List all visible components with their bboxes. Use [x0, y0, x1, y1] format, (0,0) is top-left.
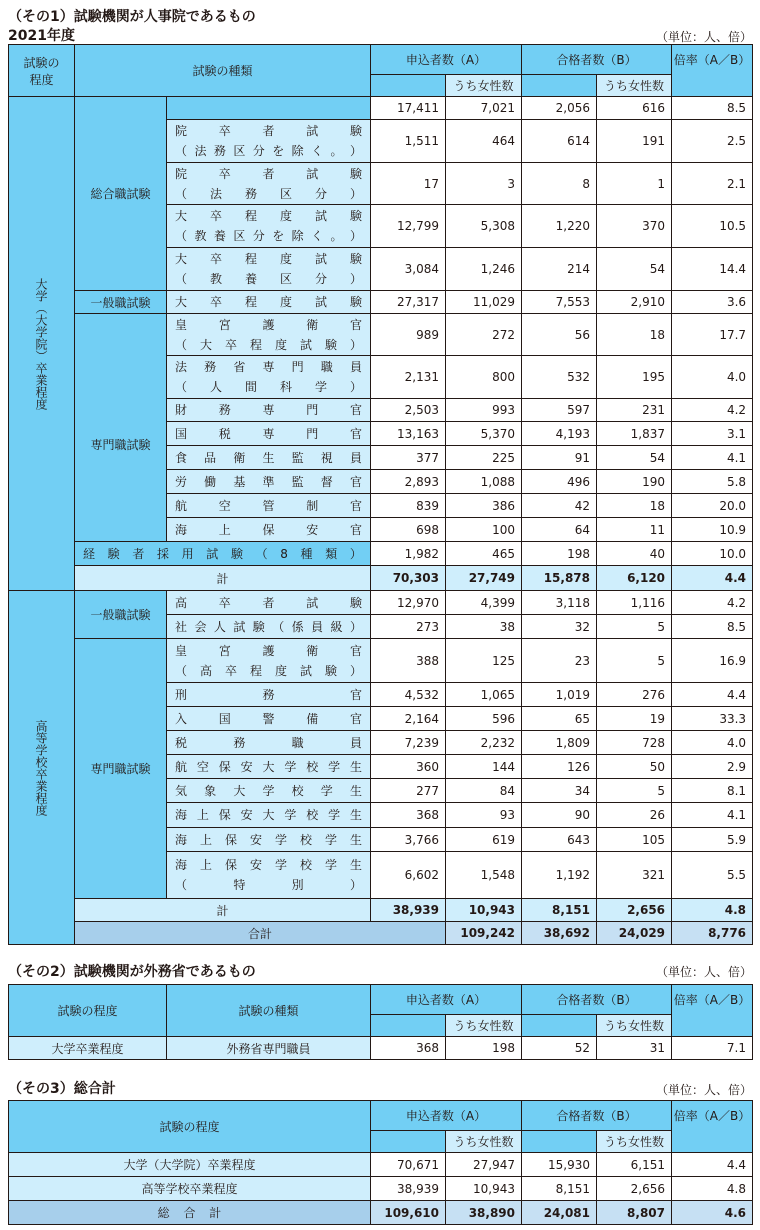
cell-a: 277: [371, 779, 446, 803]
level-highschool-label: 高等学校卒業程度: [34, 719, 48, 816]
header-applicants: 申込者数（A）: [371, 985, 522, 1015]
cell-a: 17,411: [371, 97, 446, 120]
exam-name-line1: 海 上 保 安 官: [175, 522, 363, 537]
table-row: [9, 639, 753, 683]
cell-b: 496: [522, 470, 597, 494]
exam-name: [167, 163, 371, 205]
cell-af: 1,246: [446, 248, 522, 291]
exam-name-line1: 皇 宮 護 衛 官: [175, 317, 363, 332]
exam-name-line1: 院 卒 者 試 験: [175, 124, 363, 138]
cell-b: 198: [522, 542, 597, 566]
header-ratio: 倍率（A／B）: [672, 45, 753, 97]
exam-name-line1: 社 会 人 試 験 （ 係 員 級 ）: [175, 619, 362, 634]
cell-af: 11,029: [446, 291, 522, 314]
sogo-total-label: [167, 97, 371, 120]
exam-name: [167, 591, 371, 615]
level-highschool: [9, 591, 75, 945]
cell-r: 8.1: [672, 779, 753, 803]
cell-b: 56: [522, 314, 597, 356]
cell-bf: 54: [597, 446, 672, 470]
cell-b: 1,809: [522, 731, 597, 755]
cell-bf: 2,656: [597, 899, 672, 922]
exam-name-line1: 経 験 者 採 用 試 験 （ 8 種 類 ）: [83, 546, 362, 561]
level-university-label: 大学（大学院）卒業程度: [34, 277, 48, 410]
level-cell: 大学卒業程度: [9, 1037, 167, 1060]
cell-b: 126: [522, 755, 597, 779]
cell-r: 2.9: [672, 755, 753, 779]
exam-name-line1: 海 上 保 安 大 学 校 学 生: [175, 808, 363, 822]
exam-name-line1: 高 卒 者 試 験: [175, 595, 363, 610]
cell-af: 84: [446, 779, 522, 803]
cell-a: 17: [371, 163, 446, 205]
table-section2: [8, 984, 753, 1060]
exam-name-line1: 財 務 専 門 官: [175, 403, 363, 417]
cell-b: 15,930: [522, 1153, 597, 1177]
cell-a: 2,131: [371, 356, 446, 399]
cell-bf: 370: [597, 205, 672, 248]
cell-bf: 2,910: [597, 291, 672, 314]
exam-name-line1: 食 品 衛 生 監 視 員: [175, 450, 362, 465]
cell-bf: 191: [597, 120, 672, 163]
exam-name-line2: （ 高 卒 程 度 試 験 ）: [175, 663, 363, 678]
cell-af: 100: [446, 518, 522, 542]
cell-bf: 26: [597, 803, 672, 828]
cell-bf: 616: [597, 97, 672, 120]
cell-af: 1,065: [446, 683, 522, 707]
cell-af: 38: [446, 615, 522, 639]
category-ippan-high: 一般職試験: [75, 591, 167, 639]
section1-unit: （単位：人、倍）: [655, 30, 752, 44]
exam-name-line2: （ 法 務 区 分 を 除 く 。 ）: [175, 144, 362, 158]
subtotal-row: [9, 566, 753, 591]
cell-af: 5,370: [446, 422, 522, 446]
cell-a: 3,766: [371, 828, 446, 852]
exam-name-line2: （ 法 務 区 分 ）: [175, 186, 363, 201]
cell-r: 4.0: [672, 731, 753, 755]
cell-af: 386: [446, 494, 522, 518]
cell-r: 5.5: [672, 852, 753, 899]
cell-b: 8,151: [522, 1177, 597, 1201]
cell-r: 4.0: [672, 356, 753, 399]
cell-r: 4.4: [672, 1153, 753, 1177]
cell-bf: 8,776: [672, 922, 753, 945]
cell-r: 5.8: [672, 470, 753, 494]
cell-b: 64: [522, 518, 597, 542]
exam-name: [167, 399, 371, 422]
cell-af: 93: [446, 803, 522, 828]
exam-name-line1: 労 働 基 準 監 督 官: [175, 474, 362, 489]
exam-name: [167, 120, 371, 163]
cell-a: 109,242: [446, 922, 522, 945]
header-level: 試験の程度: [9, 1101, 371, 1153]
exam-name: [167, 470, 371, 494]
cell-b: 65: [522, 707, 597, 731]
exam-name-line1: 気 象 大 学 校 学 生: [175, 783, 362, 798]
cell-a: 273: [371, 615, 446, 639]
cell-b: 15,878: [522, 566, 597, 591]
category-senmon: 専門職試験: [75, 314, 167, 542]
cell-r: 33.3: [672, 707, 753, 731]
cell-r: 5.9: [672, 828, 753, 852]
exam-name-line1: 税 務 職 員: [175, 735, 362, 750]
cell-r: 4.6: [672, 1201, 753, 1225]
exam-name-line2: （ 特 別 ）: [175, 878, 362, 892]
cell-af: 465: [446, 542, 522, 566]
header-applicants-blank: [371, 75, 446, 97]
exam-name: [167, 615, 371, 639]
cell-a: 2,164: [371, 707, 446, 731]
header-level: [9, 45, 75, 97]
cell-a: 27,317: [371, 291, 446, 314]
cell-bf: 5: [597, 779, 672, 803]
exam-name: [167, 852, 371, 899]
cell-r: 4.1: [672, 446, 753, 470]
header-applicants: 申込者数（A）: [371, 45, 522, 75]
exam-name: [167, 755, 371, 779]
table-row: [9, 591, 753, 615]
cell-r: 2.1: [672, 163, 753, 205]
cell-bf: 5: [597, 615, 672, 639]
cell-b: 1,192: [522, 852, 597, 899]
category-ippan: 一般職試験: [75, 291, 167, 314]
cell-b: 24,029: [597, 922, 672, 945]
cell-r: 10.0: [672, 542, 753, 566]
header-level-line2: 程度: [29, 72, 54, 87]
cell-af: 619: [446, 828, 522, 852]
section3-title: （その3）総合計: [8, 1081, 116, 1097]
grand-total-row: [9, 1201, 753, 1225]
exam-name-line2: （ 教 養 区 分 を 除 く 。 ）: [175, 229, 362, 243]
grand-total-row: [9, 922, 753, 945]
cell-a: 2,503: [371, 399, 446, 422]
cell-bf: 1: [597, 163, 672, 205]
exam-name-line1: 大 卒 程 度 試 験: [175, 209, 363, 223]
cell-a: 360: [371, 755, 446, 779]
cell-af: 7,021: [446, 97, 522, 120]
exam-name: [167, 446, 371, 470]
header-ratio: 倍率（A／B）: [672, 985, 753, 1037]
cell-b: 4,193: [522, 422, 597, 446]
cell-af: 800: [446, 356, 522, 399]
cell-bf: 190: [597, 470, 672, 494]
exam-name: [167, 248, 371, 291]
cell-r: 7.1: [672, 1037, 753, 1060]
header-applicants-female: うち女性数: [446, 1131, 522, 1153]
cell-a: 1,982: [371, 542, 446, 566]
cell-b: 643: [522, 828, 597, 852]
cell-b: 8,151: [522, 899, 597, 922]
cell-bf: 1,116: [597, 591, 672, 615]
cell-a: 388: [371, 639, 446, 683]
exam-name-line1: 海 上 保 安 学 校 学 生: [175, 832, 363, 847]
cell-bf: 54: [597, 248, 672, 291]
cell-r: 4.2: [672, 591, 753, 615]
cell-b: 597: [522, 399, 597, 422]
header-applicants: 申込者数（A）: [371, 1101, 522, 1131]
cell-b: 90: [522, 803, 597, 828]
cell-bf: 50: [597, 755, 672, 779]
exam-name-line1: 入 国 警 備 官: [175, 711, 363, 726]
cell-a: 38,939: [371, 1177, 446, 1201]
exam-name-line2: （ 教 養 区 分 ）: [175, 272, 363, 286]
cell-bf: 2,656: [597, 1177, 672, 1201]
cell-b: 7,553: [522, 291, 597, 314]
cell-a: 698: [371, 518, 446, 542]
cell-bf: 195: [597, 356, 672, 399]
cell-bf: 321: [597, 852, 672, 899]
cell-b: 1,019: [522, 683, 597, 707]
header-type: 試験の種類: [167, 985, 371, 1037]
cell-b: 214: [522, 248, 597, 291]
cell-b: 8: [522, 163, 597, 205]
cell-af: 1,088: [446, 470, 522, 494]
table-row: [9, 291, 753, 314]
cell-af: 27,749: [446, 566, 522, 591]
cell-a: 7,239: [371, 731, 446, 755]
exam-name-line1: 大 卒 程 度 試 験: [175, 252, 363, 266]
cell-af: 993: [446, 399, 522, 422]
cell-bf: 31: [597, 1037, 672, 1060]
cell-bf: 6,151: [597, 1153, 672, 1177]
exam-name-line1: 航 空 管 制 官: [175, 498, 363, 513]
cell-af: 38,890: [446, 1201, 522, 1225]
cell-af: 596: [446, 707, 522, 731]
cell-r: 4.4: [672, 683, 753, 707]
cell-af: 464: [446, 120, 522, 163]
cell-r: 8.5: [672, 97, 753, 120]
cell-a: 38,939: [371, 899, 446, 922]
cell-a: 1,511: [371, 120, 446, 163]
cell-r: 4.2: [672, 399, 753, 422]
exam-name-line1: 皇 宮 護 衛 官: [175, 643, 363, 658]
cell-af: 10,943: [446, 1177, 522, 1201]
cell-bf: 40: [597, 542, 672, 566]
cell-af: 272: [446, 314, 522, 356]
cell-a: 839: [371, 494, 446, 518]
section1-title: （その1）試験機関が人事院であるもの: [8, 9, 256, 25]
cell-r: 3.1: [672, 422, 753, 446]
cell-bf: 18: [597, 314, 672, 356]
header-passers: 合格者数（B）: [522, 1101, 672, 1131]
exam-name-keiken: [75, 542, 371, 566]
exam-name-line2: （ 人 間 科 学 ）: [175, 380, 363, 394]
cell-a: 368: [371, 1037, 446, 1060]
table-row: [9, 542, 753, 566]
table-row: [9, 1037, 753, 1060]
cell-b: 24,081: [522, 1201, 597, 1225]
exam-name: [167, 291, 371, 314]
exam-name-line1: 国 税 専 門 官: [175, 426, 363, 441]
header-applicants-blank: [371, 1131, 446, 1153]
header-passers-blank: [522, 75, 597, 97]
cell-b: 614: [522, 120, 597, 163]
cell-bf: 8,807: [597, 1201, 672, 1225]
header-passers-female: うち女性数: [597, 1131, 672, 1153]
exam-name-line2: （ 大 卒 程 度 試 験 ）: [175, 337, 363, 352]
exam-name: [167, 803, 371, 828]
cell-a: 109,610: [371, 1201, 446, 1225]
exam-name-line1: 刑 務 官: [175, 687, 363, 702]
cell-af: 2,232: [446, 731, 522, 755]
table-row: [9, 1177, 753, 1201]
cell-b: 52: [522, 1037, 597, 1060]
header-applicants-blank: [371, 1015, 446, 1037]
cell-bf: 1,837: [597, 422, 672, 446]
cell-af: 3: [446, 163, 522, 205]
exam-name-line1: 航 空 保 安 大 学 校 学 生: [175, 759, 363, 774]
header-passers-blank: [522, 1131, 597, 1153]
category-sogo: 総合職試験: [75, 97, 167, 291]
table-row: [9, 314, 753, 356]
exam-name-line1: 海 上 保 安 学 校 学 生: [175, 858, 363, 872]
cell-a: 12,970: [371, 591, 446, 615]
cell-a: 70,303: [371, 566, 446, 591]
exam-name: [167, 314, 371, 356]
cell-a: 368: [371, 803, 446, 828]
grand-total-label: 総 合 計: [9, 1201, 371, 1225]
header-passers: 合格者数（B）: [522, 985, 672, 1015]
cell-bf: 728: [597, 731, 672, 755]
cell-b: 42: [522, 494, 597, 518]
cell-bf: 19: [597, 707, 672, 731]
cell-bf: 11: [597, 518, 672, 542]
cell-a: 12,799: [371, 205, 446, 248]
cell-b: 91: [522, 446, 597, 470]
subtotal-row: [9, 899, 753, 922]
type-cell: 外務省専門職員: [167, 1037, 371, 1060]
header-level-line1: 試験の: [23, 55, 60, 70]
cell-r: 10.9: [672, 518, 753, 542]
exam-name: [167, 779, 371, 803]
cell-b: 1,220: [522, 205, 597, 248]
cell-bf: 6,120: [597, 566, 672, 591]
exam-name: [167, 422, 371, 446]
table-section3: [8, 1100, 753, 1225]
cell-a: 13,163: [371, 422, 446, 446]
exam-name: [167, 494, 371, 518]
table-row: [9, 1153, 753, 1177]
subtotal-label: 計: [75, 899, 371, 922]
cell-r: 10.5: [672, 205, 753, 248]
cell-af: 38,692: [522, 922, 597, 945]
cell-af: 144: [446, 755, 522, 779]
header-applicants-female: うち女性数: [446, 1015, 522, 1037]
exam-name: [167, 828, 371, 852]
cell-b: 32: [522, 615, 597, 639]
header-passers-female: うち女性数: [597, 1015, 672, 1037]
exam-name: [167, 731, 371, 755]
cell-af: 27,947: [446, 1153, 522, 1177]
exam-name-line1: 法 務 省 専 門 職 員: [175, 360, 362, 374]
cell-r: 8.5: [672, 615, 753, 639]
cell-bf: 18: [597, 494, 672, 518]
cell-r: 20.0: [672, 494, 753, 518]
cell-bf: 276: [597, 683, 672, 707]
exam-name: [167, 518, 371, 542]
exam-name: [167, 639, 371, 683]
level-cell: 大学（大学院）卒業程度: [9, 1153, 371, 1177]
table-section1: [8, 44, 753, 945]
cell-af: 4,399: [446, 591, 522, 615]
cell-af: 125: [446, 639, 522, 683]
cell-r: 4.4: [672, 566, 753, 591]
header-passers: 合格者数（B）: [522, 45, 672, 75]
exam-name: [167, 683, 371, 707]
cell-r: 4.1: [672, 803, 753, 828]
cell-b: 2,056: [522, 97, 597, 120]
cell-bf: 231: [597, 399, 672, 422]
cell-a: 989: [371, 314, 446, 356]
header-ratio: 倍率（A／B）: [672, 1101, 753, 1153]
section1-year: 2021年度: [8, 28, 75, 44]
category-senmon-high: 専門職試験: [75, 639, 167, 899]
cell-r: 4.8: [672, 1177, 753, 1201]
cell-b: 3,118: [522, 591, 597, 615]
cell-bf: 105: [597, 828, 672, 852]
cell-r: 2.5: [672, 120, 753, 163]
header-applicants-female: うち女性数: [446, 75, 522, 97]
cell-a: 3,084: [371, 248, 446, 291]
header-passers-blank: [522, 1015, 597, 1037]
cell-a: 377: [371, 446, 446, 470]
subtotal-label: 計: [75, 566, 371, 591]
grand-total-label: 合計: [75, 922, 446, 945]
level-university: [9, 97, 75, 591]
cell-af: 1,548: [446, 852, 522, 899]
cell-a: 2,893: [371, 470, 446, 494]
cell-r: 16.9: [672, 639, 753, 683]
exam-name-line1: 院 卒 者 試 験: [175, 166, 363, 181]
cell-af: 10,943: [446, 899, 522, 922]
cell-a: 6,602: [371, 852, 446, 899]
header-level: 試験の程度: [9, 985, 167, 1037]
header-passers-female: うち女性数: [597, 75, 672, 97]
cell-b: 23: [522, 639, 597, 683]
exam-name-line1: 大 卒 程 度 試 験: [175, 295, 363, 309]
cell-r: 4.8: [672, 899, 753, 922]
cell-bf: 5: [597, 639, 672, 683]
cell-b: 34: [522, 779, 597, 803]
cell-r: 3.6: [672, 291, 753, 314]
header-type: 試験の種類: [75, 45, 371, 97]
level-cell: 高等学校卒業程度: [9, 1177, 371, 1201]
section2-title: （その2）試験機関が外務省であるもの: [8, 964, 256, 980]
exam-name: [167, 205, 371, 248]
section3-unit: （単位：人、倍）: [655, 1083, 752, 1097]
cell-r: 14.4: [672, 248, 753, 291]
cell-af: 225: [446, 446, 522, 470]
cell-a: 70,671: [371, 1153, 446, 1177]
cell-r: 17.7: [672, 314, 753, 356]
exam-name: [167, 707, 371, 731]
cell-b: 532: [522, 356, 597, 399]
section2-unit: （単位：人、倍）: [655, 965, 752, 979]
exam-name: [167, 356, 371, 399]
cell-a: 4,532: [371, 683, 446, 707]
cell-af: 198: [446, 1037, 522, 1060]
cell-af: 5,308: [446, 205, 522, 248]
